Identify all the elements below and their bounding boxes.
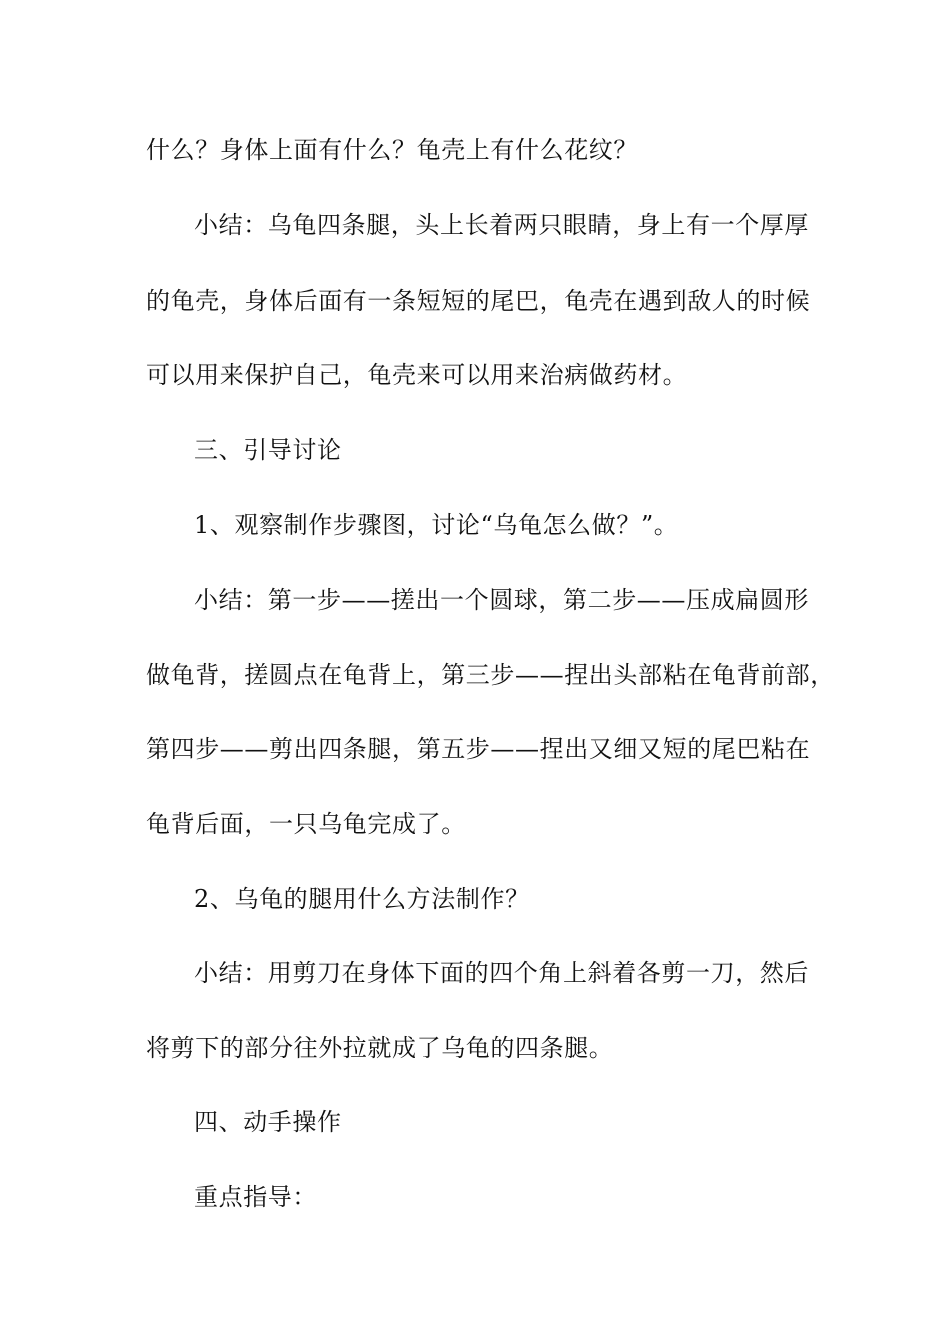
summary-line: 将剪下的部分往外拉就成了乌龟的四条腿。	[146, 1034, 614, 1062]
summary-line: 可以用来保护自己，龟壳来可以用来治病做药材。	[146, 361, 688, 389]
section-heading: 四、动手操作	[194, 1108, 342, 1136]
summary-line: 小结：用剪刀在身体下面的四个角上斜着各剪一刀，然后	[194, 959, 809, 987]
summary-line: 龟背后面，一只乌龟完成了。	[146, 810, 466, 838]
summary-line: 小结：第一步——搓出一个圆球，第二步——压成扁圆形	[194, 586, 809, 614]
discussion-item: 1、观察制作步骤图，讨论“乌龟怎么做？”。	[194, 511, 679, 539]
section-heading: 三、引导讨论	[194, 436, 342, 464]
paragraph-line-continuation: 什么？身体上面有什么？龟壳上有什么花纹？	[146, 136, 638, 164]
summary-line: 第四步——剪出四条腿，第五步——捏出又细又短的尾巴粘在	[146, 735, 811, 763]
discussion-item: 2、乌龟的腿用什么方法制作？	[194, 885, 530, 913]
summary-line: 小结：乌龟四条腿，头上长着两只眼睛，身上有一个厚厚	[194, 211, 809, 239]
summary-line: 的龟壳，身体后面有一条短短的尾巴，龟壳在遇到敌人的时候	[146, 287, 811, 315]
summary-line: 做龟背，搓圆点在龟背上，第三步——捏出头部粘在龟背前部，	[146, 661, 835, 689]
guidance-heading: 重点指导：	[194, 1183, 317, 1211]
